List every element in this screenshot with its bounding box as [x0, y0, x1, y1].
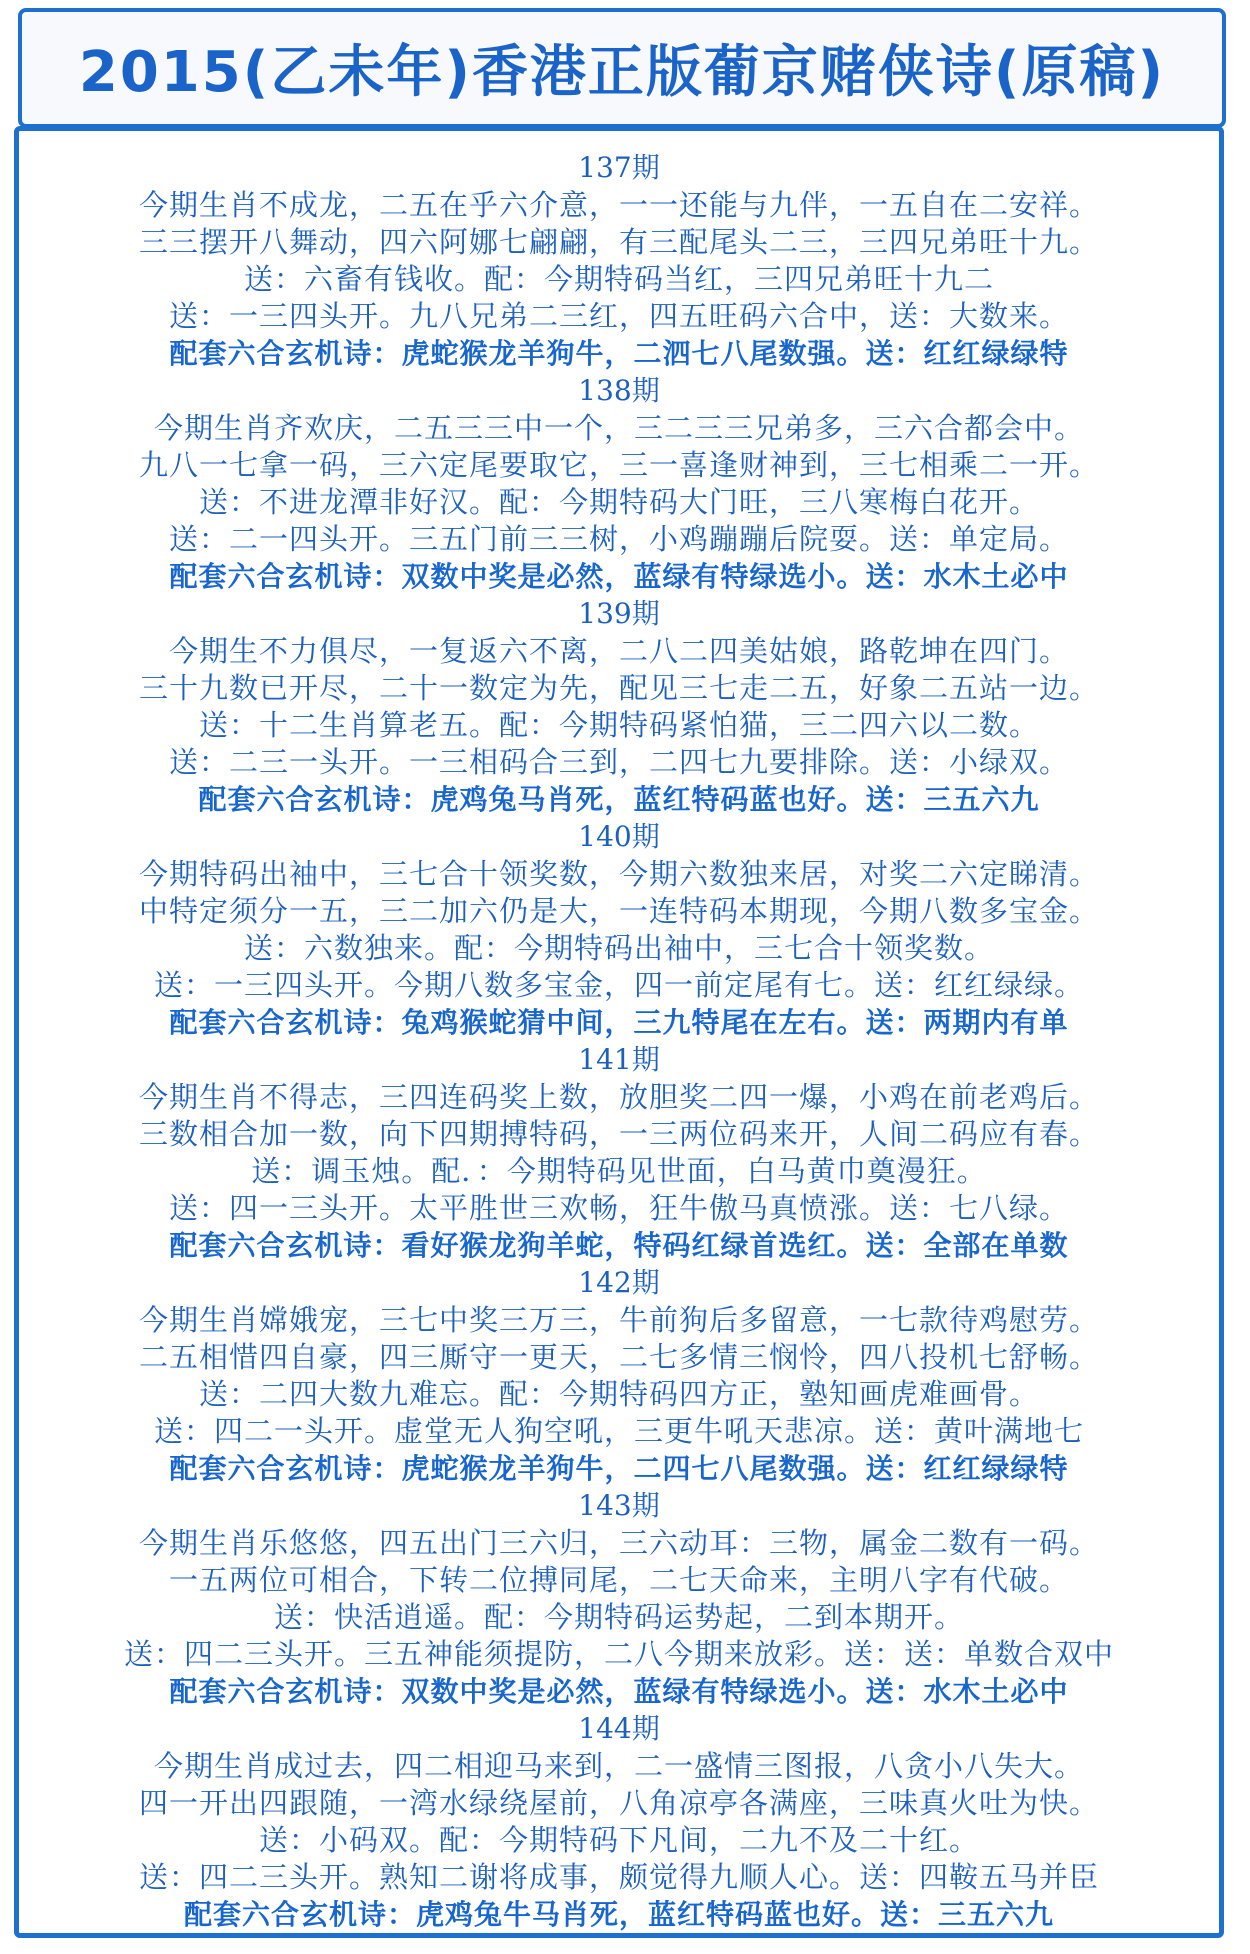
issue-period: 139期: [578, 597, 660, 630]
issue-period: 144期: [578, 1712, 660, 1745]
matching-poem-line: 配套六合玄机诗：虎鸡兔马肖死，蓝红特码蓝也好。送：三五六九: [198, 783, 1040, 816]
issue-period: 141期: [578, 1043, 660, 1076]
gift-line: 送：快活逍遥。配：今期特码运势起，二到本期开。: [273, 1600, 964, 1634]
matching-poem-line: 配套六合玄机诗：虎蛇猴龙羊狗牛，二四七八尾数强。送：红红绿绿特: [169, 1452, 1069, 1485]
verse-line: 三十九数已开尽，二十一数定为先，配见三七走二五，好象二五站一边。: [138, 671, 1099, 705]
title-banner: [18, 8, 1226, 128]
verse-line: 今期生不力俱尽，一复返六不离，二八二四美姑娘，路乾坤在四门。: [168, 634, 1069, 668]
verse-line: 今期生肖乐悠悠，四五出门三六归，三六动耳：三物，属金二数有一码。: [138, 1526, 1099, 1560]
verse-line: 中特定须分一五，三二加六仍是大，一连特码本期现，今期八数多宝金。: [138, 894, 1099, 928]
issue-block: [33, 149, 1205, 372]
verse-line: 今期生肖齐欢庆，二五三三中一个，三二三三兄弟多，三六合都会中。: [153, 411, 1084, 445]
verse-line: 今期特码出袖中，三七合十领奖数，今期六数独来居，对奖二六定睇清。: [138, 857, 1099, 891]
issue-period: 137期: [578, 151, 660, 184]
issue-period: 140期: [578, 820, 660, 853]
matching-poem-line: 配套六合玄机诗：看好猴龙狗羊蛇，特码红绿首选红。送：全部在单数: [169, 1229, 1069, 1262]
gift-line: 送：一三四头开。九八兄弟二三红，四五旺码六合中，送：大数来。: [168, 299, 1069, 333]
verse-line: 今期生肖不得志，三四连码奖上数，放胆奖二四一爆，小鸡在前老鸡后。: [138, 1080, 1099, 1114]
issue-block: [33, 1710, 1205, 1933]
issue-block: [33, 818, 1205, 1041]
verse-line: 今期生肖嫦娥宠，三七中奖三万三，牛前狗后多留意，一七款待鸡慰劳。: [138, 1303, 1099, 1337]
matching-poem-line: 配套六合玄机诗：双数中奖是必然，蓝绿有特绿选小。送：水木土必中: [169, 1675, 1069, 1708]
verse-line: 今期生肖成过去，四二相迎马来到，二一盛情三图报，八贪小八失大。: [153, 1749, 1084, 1783]
matching-poem-line: 配套六合玄机诗：双数中奖是必然，蓝绿有特绿选小。送：水木土必中: [169, 560, 1069, 593]
issue-period: 143期: [578, 1489, 660, 1522]
gift-line: 送：不进龙潭非好汉。配：今期特码大门旺，三八寒梅白花开。: [198, 485, 1039, 519]
page-title: 2015(乙未年)香港正版葡京赌侠诗(原稿): [78, 40, 1166, 105]
gift-line: 送：十二生肖算老五。配：今期特码紧怕猫，三二四六以二数。: [198, 708, 1039, 742]
gift-line: 送：四一三头开。太平胜世三欢畅，狂牛傲马真愤涨。送：七八绿。: [168, 1191, 1069, 1225]
matching-poem-line: 配套六合玄机诗：兔鸡猴蛇猜中间，三九特尾在左右。送：两期内有单: [169, 1006, 1069, 1039]
gift-line: 送：六数独来。配：今期特码出袖中，三七合十领奖数。: [243, 931, 994, 965]
issue-block: [33, 1264, 1205, 1487]
verse-line: 二五相惜四自豪，四三厮守一更天，二七多情三悯怜，四八投机七舒畅。: [138, 1340, 1099, 1374]
verse-line: 九八一七拿一码，三六定尾要取它，三一喜逢财神到，三七相乘二一开。: [138, 448, 1099, 482]
verse-line: 三数相合加一数，向下四期搏特码，一三两位码来开，人间二码应有春。: [138, 1117, 1099, 1151]
gift-line: 送：四二三头开。三五神能须提防，二八今期来放彩。送：送：单数合双中: [123, 1637, 1114, 1671]
verse-line: 今期生肖不成龙，二五在乎六介意，一一还能与九伴，一五自在二安祥。: [138, 188, 1099, 222]
issue-block: [33, 1487, 1205, 1710]
gift-line: 送：调玉烛。配．：今期特码见世面，白马黄巾奠漫狂。: [251, 1154, 987, 1188]
gift-line: 送：二一四头开。三五门前三三树，小鸡蹦蹦后院耍。送：单定局。: [168, 522, 1069, 556]
gift-line: 送：二三一头开。一三相码合三到，二四七九要排除。送：小绿双。: [168, 745, 1069, 779]
gift-line: 送：六畜有钱收。配：今期特码当红，三四兄弟旺十九二: [243, 262, 994, 296]
gift-line: 送：一三四头开。今期八数多宝金，四一前定尾有七。送：红红绿绿。: [153, 968, 1084, 1002]
issue-block: [33, 372, 1205, 595]
issue-block: [33, 595, 1205, 818]
content-panel: [14, 126, 1224, 1938]
issue-period: 138期: [578, 374, 660, 407]
matching-poem-line: 配套六合玄机诗：虎鸡兔牛马肖死，蓝红特码蓝也好。送：三五六九: [183, 1898, 1054, 1931]
verse-line: 三三摆开八舞动，四六阿娜七翩翩，有三配尾头二三，三四兄弟旺十九。: [138, 225, 1099, 259]
issue-block: [33, 1041, 1205, 1264]
matching-poem-line: 配套六合玄机诗：虎蛇猴龙羊狗牛，二泗七八尾数强。送：红红绿绿特: [169, 337, 1069, 370]
gift-line: 送：四二三头开。熟知二谢将成事，颇觉得九顺人心。送：四鞍五马并臣: [138, 1860, 1099, 1894]
verse-line: 一五两位可相合，下转二位搏同尾，二七天命来，主明八字有代破。: [168, 1563, 1069, 1597]
issue-period: 142期: [578, 1266, 660, 1299]
verse-line: 四一开出四跟随，一湾水绿绕屋前，八角凉亭各满座，三味真火吐为快。: [138, 1786, 1099, 1820]
gift-line: 送：二四大数九难忘。配：今期特码四方正，塾知画虎难画骨。: [198, 1377, 1039, 1411]
gift-line: 送：小码双。配：今期特码下凡间，二九不及二十红。: [258, 1823, 979, 1857]
gift-line: 送：四二一头开。虚堂无人狗空吼，三更牛吼天悲凉。送：黄叶满地七: [153, 1414, 1084, 1448]
